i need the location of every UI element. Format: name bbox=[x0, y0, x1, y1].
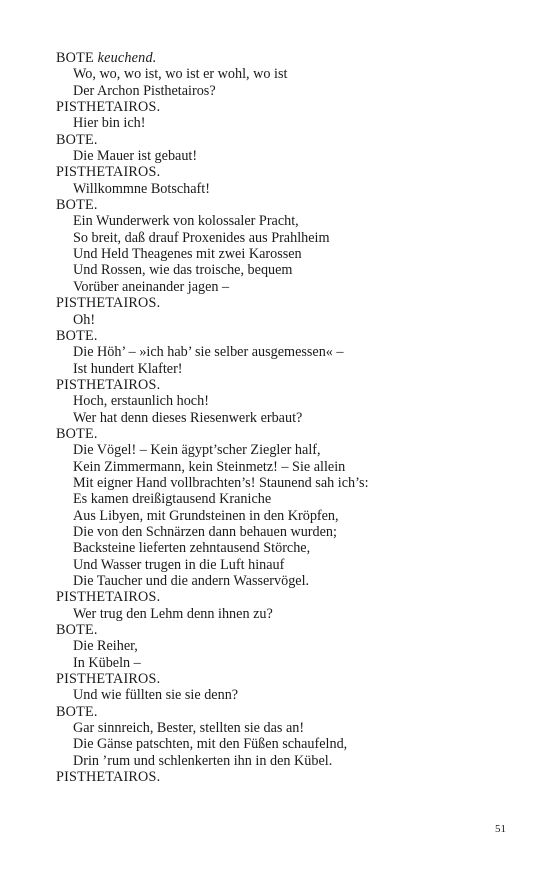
play-text bbox=[56, 50, 516, 785]
speaker-name bbox=[56, 622, 516, 638]
verse-line: Aus Libyen, mit Grundsteinen in den Kröpfen, bbox=[73, 507, 339, 524]
verse-line: Und Held Theagenes mit zwei Karossen bbox=[73, 246, 302, 263]
verse-line: Gar sinnreich, Bester, stellten sie das an! bbox=[73, 720, 305, 737]
verse-line: Hier bin ich! bbox=[73, 115, 146, 132]
verse-line: Willkommne Botschaft! bbox=[73, 180, 210, 197]
verse-line: Wer trug den Lehm denn ihnen zu? bbox=[73, 605, 273, 622]
verse-line: Es kamen dreißigtausend Kraniche bbox=[73, 491, 272, 508]
verse-line: Mit eigner Hand vollbrachten’s! Staunend sah ich’s: bbox=[73, 474, 369, 491]
verse-line: Hoch, erstaunlich hoch! bbox=[73, 393, 209, 410]
speaker-name bbox=[56, 197, 516, 213]
speaker-name bbox=[56, 132, 516, 148]
speaker-name bbox=[56, 164, 516, 180]
verse-line: Oh! bbox=[73, 311, 96, 328]
verse-line: Drin ’rum und schlenkerten ihn in den Kübel. bbox=[73, 752, 333, 769]
speaker-name bbox=[56, 671, 516, 687]
speaker-label: PISTHETAIROS. bbox=[56, 295, 161, 312]
speaker-name bbox=[56, 328, 516, 344]
verse-line: Ist hundert Klafter! bbox=[73, 360, 183, 377]
verse-line: Die Höh’ – »ich hab’ sie selber ausgemessen« – bbox=[73, 344, 344, 361]
verse-line: Vorüber aneinander jagen – bbox=[73, 278, 230, 295]
verse-line: Wer hat denn dieses Riesenwerk erbaut? bbox=[73, 409, 303, 426]
verse-line: Der Archon Pisthetairos? bbox=[73, 82, 216, 99]
speaker-name bbox=[56, 769, 516, 785]
speaker-name bbox=[56, 377, 516, 393]
verse-line: Kein Zimmermann, kein Steinmetz! – Sie allein bbox=[73, 458, 346, 475]
speaker-label: BOTE. bbox=[56, 622, 98, 639]
verse-line: Und Wasser trugen in die Luft hinauf bbox=[73, 556, 285, 573]
speaker-name bbox=[56, 99, 516, 115]
verse-line: Die Vögel! – Kein ägypt’scher Ziegler half, bbox=[73, 442, 321, 459]
speaker-label: PISTHETAIROS. bbox=[56, 671, 161, 688]
verse-line: Die Mauer ist gebaut! bbox=[73, 148, 198, 165]
speaker-name bbox=[56, 50, 516, 66]
verse-line: Die Gänse patschten, mit den Füßen schaufelnd, bbox=[73, 736, 348, 753]
verse-line: Die Taucher und die andern Wasservögel. bbox=[73, 573, 310, 589]
speaker-name bbox=[56, 589, 516, 605]
speaker-label: BOTE. bbox=[56, 425, 98, 442]
verse-line: Wo, wo, wo ist, wo ist er wohl, wo ist bbox=[73, 66, 288, 83]
speaker-label: BOTE bbox=[56, 50, 94, 66]
page-number: 51 bbox=[495, 823, 506, 835]
speaker-label: BOTE. bbox=[56, 327, 98, 344]
verse-line: Die Reiher, bbox=[73, 638, 138, 655]
speaker-label: BOTE. bbox=[56, 703, 98, 720]
verse-line: So breit, daß drauf Proxenides aus Prahlheim bbox=[73, 229, 330, 246]
speaker-name bbox=[56, 295, 516, 311]
verse-line: Ein Wunderwerk von kolossaler Pracht, bbox=[73, 213, 299, 230]
verse-line: In Kübeln – bbox=[73, 654, 141, 671]
speaker-name bbox=[56, 426, 516, 442]
verse-line: Die von den Schnärzen dann behauen wurden; bbox=[73, 523, 337, 540]
speaker-label: PISTHETAIROS. bbox=[56, 99, 161, 116]
speaker-name bbox=[56, 704, 516, 720]
speaker-label: PISTHETAIROS. bbox=[56, 164, 161, 181]
speaker-label: BOTE. bbox=[56, 131, 98, 148]
verse-line: Backsteine lieferten zehntausend Störche, bbox=[73, 540, 311, 557]
verse-line: Und wie füllten sie sie denn? bbox=[73, 687, 239, 704]
speaker-label: BOTE. bbox=[56, 197, 98, 214]
verse-line: Und Rossen, wie das troische, bequem bbox=[73, 262, 293, 279]
speaker-label: PISTHETAIROS. bbox=[56, 376, 161, 393]
stage-direction: keuchend. bbox=[97, 50, 157, 66]
speaker-label: PISTHETAIROS. bbox=[56, 769, 161, 786]
speaker-label: PISTHETAIROS. bbox=[56, 589, 161, 606]
